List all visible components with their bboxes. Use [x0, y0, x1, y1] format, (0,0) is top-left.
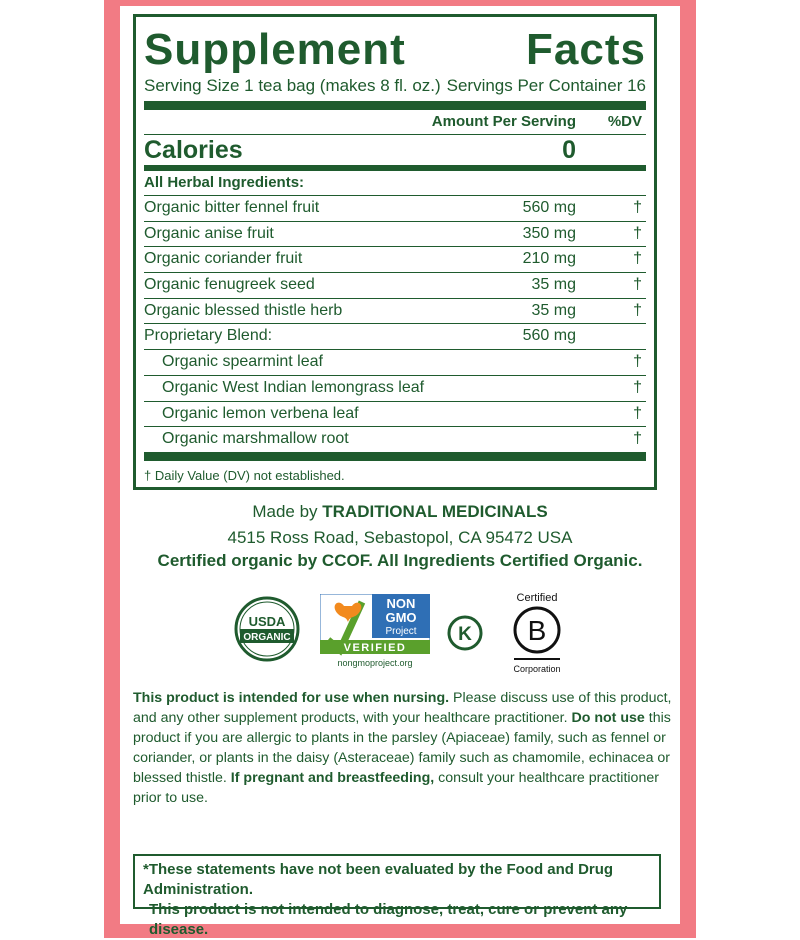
- ingredient-name: Organic fenugreek seed: [144, 276, 315, 294]
- nongmo-url: nongmoproject.org: [337, 658, 413, 668]
- nongmo-line2: GMO: [385, 610, 417, 625]
- amount-header-row: [144, 110, 646, 134]
- ingredient-dv: †: [633, 301, 642, 319]
- organic-certification: Certified organic by CCOF. All Ingredients Certified Organic.: [157, 551, 643, 570]
- ingredient-row: [144, 401, 646, 427]
- kosher-logo: [446, 614, 484, 652]
- ingredient-row: [144, 195, 646, 221]
- servings-per-container: Servings Per Container 16: [446, 76, 646, 95]
- ingredient-list: [144, 195, 646, 452]
- non-gmo-project-logo: [320, 594, 430, 670]
- divider-thick-bottom: [144, 452, 646, 461]
- notice-bold-3: If pregnant and breastfeeding,: [230, 770, 435, 786]
- ingredient-row: [144, 221, 646, 247]
- section-label: All Herbal Ingredients:: [144, 170, 646, 195]
- ingredient-amount: 350 mg: [522, 224, 576, 242]
- supplement-facts-panel: [133, 14, 657, 490]
- ingredient-dv: †: [633, 430, 642, 448]
- ingredient-name: Organic West Indian lemongrass leaf: [162, 378, 425, 396]
- usda-logo-bottom-text: ORGANIC: [243, 632, 291, 643]
- notice-text-3: consult your healthcare practitioner prior to use.: [133, 770, 659, 806]
- ingredient-amount: 560 mg: [522, 199, 576, 216]
- dv-footnote: † Daily Value (DV) not established.: [144, 467, 345, 483]
- divider-thick: [144, 101, 646, 110]
- ingredient-amount: 35 mg: [531, 301, 576, 319]
- facts-title: [144, 27, 646, 73]
- ingredient-dv: [590, 324, 646, 349]
- company-address: 4515 Ross Road, Sebastopol, CA 95472 USA: [227, 528, 573, 547]
- bcorp-letter: B: [527, 615, 547, 646]
- notice-text-1: Please discuss use of this product, and any other supplement products, with your healthcare practitioner.: [133, 690, 672, 726]
- ingredient-name: Organic bitter fennel fruit: [144, 199, 320, 216]
- ingredient-dv: †: [633, 276, 642, 294]
- serving-size: Serving Size 1 tea bag (makes 8 fl. oz.): [144, 76, 441, 95]
- pink-border-left: [104, 0, 120, 938]
- kosher-letter: K: [458, 624, 472, 645]
- notice-text-2: this product if you are allergic to plants in the parsley (Apiaceae) family, such as fennel or coriander, or plants in the daisy (Asteraceae) family such as chamomile, echinacea or blessed thistle.: [133, 710, 671, 786]
- ingredient-row: [144, 349, 646, 375]
- ingredient-amount: [456, 427, 590, 452]
- disclaimer-line1: *These statements have not been evaluated by the Food and Drug Administration.: [143, 861, 614, 898]
- ingredient-row: [144, 323, 646, 349]
- ingredient-dv: †: [633, 199, 642, 216]
- ingredient-row: [144, 375, 646, 401]
- facts-title-word2: Facts: [526, 25, 646, 74]
- notice-bold-1: This product is intended for use when nursing.: [133, 690, 450, 706]
- b-corp-logo: [506, 590, 568, 676]
- ingredient-name: Organic lemon verbena leaf: [162, 404, 359, 422]
- ingredient-amount: 210 mg: [522, 250, 576, 268]
- ingredient-dv: †: [633, 250, 642, 268]
- nongmo-verified: VERIFIED: [343, 642, 407, 654]
- usda-logo-top-text: USDA: [248, 614, 286, 629]
- ingredient-dv: †: [633, 378, 642, 396]
- ingredient-amount: [456, 402, 590, 427]
- nursing-notice: [133, 688, 673, 808]
- ingredient-amount: [456, 376, 590, 401]
- ingredient-row: [144, 246, 646, 272]
- ingredient-name: Organic marshmallow root: [162, 430, 349, 448]
- facts-title-word1: Supplement: [144, 25, 406, 74]
- notice-bold-2: Do not use: [571, 710, 645, 726]
- pink-border-right: [680, 0, 696, 938]
- calories-row: [144, 134, 646, 165]
- ingredient-name: Proprietary Blend:: [144, 327, 273, 345]
- ingredient-dv: †: [633, 353, 642, 371]
- ingredient-row: [144, 426, 646, 452]
- bcorp-bottom-text: Corporation: [513, 664, 561, 674]
- dv-header: %DV: [607, 113, 642, 130]
- company-name: TRADITIONAL MEDICINALS: [322, 502, 548, 521]
- made-by-line: [0, 502, 800, 522]
- ingredient-name: Organic anise fruit: [144, 224, 274, 242]
- ingredient-amount: 35 mg: [531, 276, 576, 294]
- usda-organic-logo: [234, 596, 300, 662]
- ingredient-name: Organic blessed thistle herb: [144, 301, 343, 319]
- calories-value: 0: [562, 136, 576, 164]
- ingredient-name: Organic spearmint leaf: [162, 353, 323, 371]
- made-by-label: Made by: [252, 502, 318, 521]
- disclaimer-line2: This product is not intended to diagnose, treat, cure or prevent any disease.: [149, 901, 628, 938]
- fda-disclaimer: [133, 854, 661, 938]
- calories-label: Calories: [144, 136, 243, 164]
- ingredient-row: [144, 272, 646, 298]
- bcorp-top-text: Certified: [516, 592, 558, 604]
- ingredient-name: Organic coriander fruit: [144, 250, 303, 268]
- serving-info: [144, 75, 646, 97]
- pink-border-top: [104, 0, 696, 6]
- ingredient-amount: [456, 350, 590, 375]
- ingredient-row: [144, 298, 646, 324]
- amount-header: Amount Per Serving: [431, 113, 576, 130]
- ingredient-dv: †: [633, 404, 642, 422]
- nongmo-line3: Project: [385, 626, 417, 637]
- ingredient-dv: †: [633, 224, 642, 242]
- nongmo-line1: NON: [386, 596, 416, 611]
- ingredient-amount: 560 mg: [522, 327, 576, 345]
